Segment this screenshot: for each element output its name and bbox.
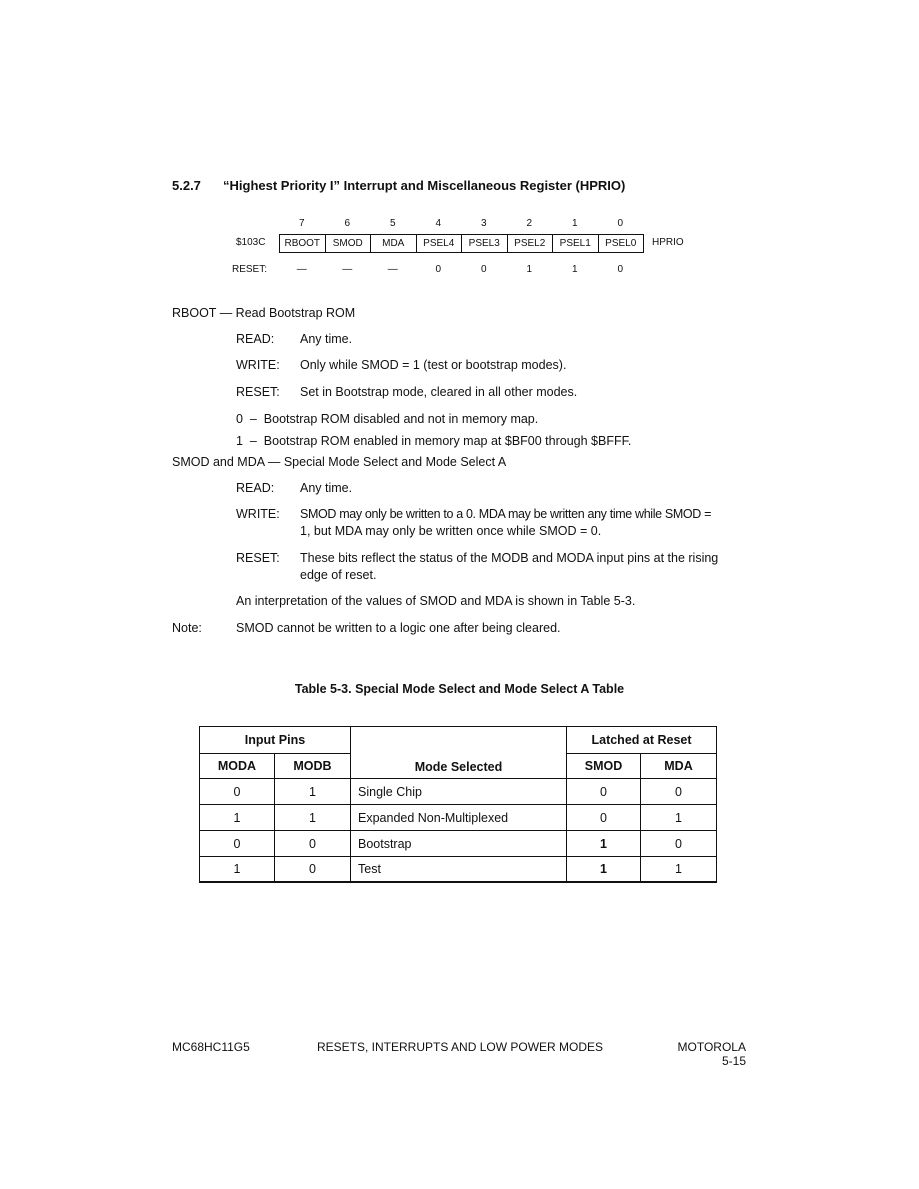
read-text: Any time. bbox=[300, 481, 353, 495]
reset-text: Set in Bootstrap mode, cleared in all other modes. bbox=[300, 385, 578, 399]
table-header-mode: Mode Selected bbox=[351, 727, 567, 779]
register-field: PSEL1 bbox=[553, 235, 599, 252]
table-header-mda: MDA bbox=[641, 754, 717, 779]
write-text: Only while SMOD = 1 (test or bootstrap modes). bbox=[300, 358, 567, 372]
footer-chapter-title: RESETS, INTERRUPTS AND LOW POWER MODES bbox=[317, 1040, 604, 1054]
table-row bbox=[200, 779, 717, 805]
footer-page-number: 5-15 bbox=[721, 1054, 746, 1068]
table-row bbox=[200, 831, 717, 857]
bit-number: 5 bbox=[389, 218, 396, 229]
reset-value: 1 bbox=[571, 264, 578, 275]
table-cell: 0 bbox=[200, 779, 275, 805]
rboot-heading: RBOOT — Read Bootstrap ROM bbox=[172, 306, 356, 320]
register-field: PSEL2 bbox=[508, 235, 554, 252]
reset-label: RESET: bbox=[236, 385, 280, 399]
rboot-write bbox=[236, 357, 566, 374]
reset-value: 0 bbox=[435, 264, 442, 275]
register-reset-label: RESET: bbox=[232, 264, 268, 275]
section-heading bbox=[172, 178, 625, 193]
note-text: SMOD cannot be written to a logic one after being cleared. bbox=[236, 621, 561, 635]
smod-write bbox=[236, 506, 756, 540]
bit-number: 3 bbox=[480, 218, 487, 229]
reset-text-line1: These bits reflect the status of the MODB and MODA input pins at the rising bbox=[300, 551, 719, 565]
register-name: HPRIO bbox=[652, 237, 684, 248]
register-field: PSEL0 bbox=[605, 238, 637, 249]
table-cell: Bootstrap bbox=[351, 831, 567, 857]
footer-company: MOTOROLA bbox=[677, 1040, 746, 1054]
rboot-reset bbox=[236, 384, 577, 401]
bit-number: 4 bbox=[435, 218, 442, 229]
read-label: READ: bbox=[236, 332, 275, 346]
read-text: Any time. bbox=[300, 332, 353, 346]
bit-number: 7 bbox=[298, 218, 305, 229]
register-field: RBOOT bbox=[280, 235, 326, 252]
note-label: Note: bbox=[172, 621, 202, 635]
table-cell: 1 bbox=[567, 857, 641, 883]
reset-text-line2: edge of reset. bbox=[300, 568, 377, 582]
reset-value: — bbox=[342, 264, 353, 275]
table-cell: 0 bbox=[641, 831, 717, 857]
table-title: Table 5-3. Special Mode Select and Mode Select A Table bbox=[294, 682, 625, 696]
reset-label: RESET: bbox=[236, 551, 280, 565]
table-row bbox=[200, 857, 717, 883]
table-row bbox=[200, 805, 717, 831]
table-cell: Test bbox=[351, 857, 567, 883]
table-cell: 0 bbox=[567, 805, 641, 831]
smod-interpretation: An interpretation of the values of SMOD and MDA is shown in Table 5-3. bbox=[236, 594, 636, 608]
table-cell: 0 bbox=[567, 779, 641, 805]
reset-value: 1 bbox=[526, 264, 533, 275]
rboot-option-0: 0 – Bootstrap ROM disabled and not in memory map. bbox=[236, 412, 539, 426]
write-label: WRITE: bbox=[236, 507, 280, 521]
table-cell: 1 bbox=[641, 805, 717, 831]
table-cell: 1 bbox=[275, 805, 351, 831]
rboot-read bbox=[236, 331, 352, 348]
reset-value: 0 bbox=[480, 264, 487, 275]
table-group-input-pins: Input Pins bbox=[200, 727, 351, 754]
bit-number: 6 bbox=[344, 218, 351, 229]
mode-table bbox=[199, 726, 717, 883]
table-cell: 1 bbox=[200, 805, 275, 831]
table-cell: 0 bbox=[200, 831, 275, 857]
register-field: PSEL4 bbox=[417, 235, 463, 252]
register-field: SMOD bbox=[326, 235, 372, 252]
register-field: PSEL3 bbox=[462, 235, 508, 252]
register-address: $103C bbox=[236, 237, 266, 248]
table-cell: 1 bbox=[275, 779, 351, 805]
table-cell: 0 bbox=[641, 779, 717, 805]
write-label: WRITE: bbox=[236, 358, 280, 372]
smod-read bbox=[236, 480, 352, 497]
table-cell: 1 bbox=[641, 857, 717, 883]
smod-heading: SMOD and MDA — Special Mode Select and Mode Select A bbox=[172, 455, 507, 469]
write-text-line2: 1, but MDA may only be written once while SMOD = 0. bbox=[300, 524, 602, 538]
register-field: MDA bbox=[371, 235, 417, 252]
table-cell: Single Chip bbox=[351, 779, 567, 805]
table-header-smod: SMOD bbox=[567, 754, 641, 779]
table-header-moda: MODA bbox=[200, 754, 275, 779]
read-label: READ: bbox=[236, 481, 275, 495]
bit-number: 0 bbox=[617, 218, 624, 229]
table-header-modb: MODB bbox=[275, 754, 351, 779]
register-reset-values bbox=[279, 264, 643, 275]
register-fields bbox=[279, 234, 644, 253]
write-text-line1: SMOD may only be written to a 0. MDA may be written any time while SMOD = bbox=[300, 507, 712, 521]
bit-number: 1 bbox=[571, 218, 578, 229]
table-cell: 0 bbox=[275, 831, 351, 857]
bit-number: 2 bbox=[526, 218, 533, 229]
table-cell: Expanded Non-Multiplexed bbox=[351, 805, 567, 831]
reset-value: 0 bbox=[617, 264, 624, 275]
footer-part-number: MC68HC11G5 bbox=[172, 1040, 250, 1054]
table-cell: 1 bbox=[200, 857, 275, 883]
section-number: 5.2.7 bbox=[172, 178, 201, 193]
register-bit-numbers bbox=[279, 218, 643, 229]
rboot-option-1: 1 – Bootstrap ROM enabled in memory map at $BF00 through $BFFF. bbox=[236, 434, 632, 448]
table-cell: 1 bbox=[567, 831, 641, 857]
section-title: “Highest Priority I” Interrupt and Miscellaneous Register (HPRIO) bbox=[223, 178, 626, 193]
table-group-latched: Latched at Reset bbox=[567, 727, 717, 754]
reset-value: — bbox=[387, 264, 398, 275]
smod-reset bbox=[236, 550, 756, 584]
reset-value: — bbox=[296, 264, 307, 275]
table-cell: 0 bbox=[275, 857, 351, 883]
